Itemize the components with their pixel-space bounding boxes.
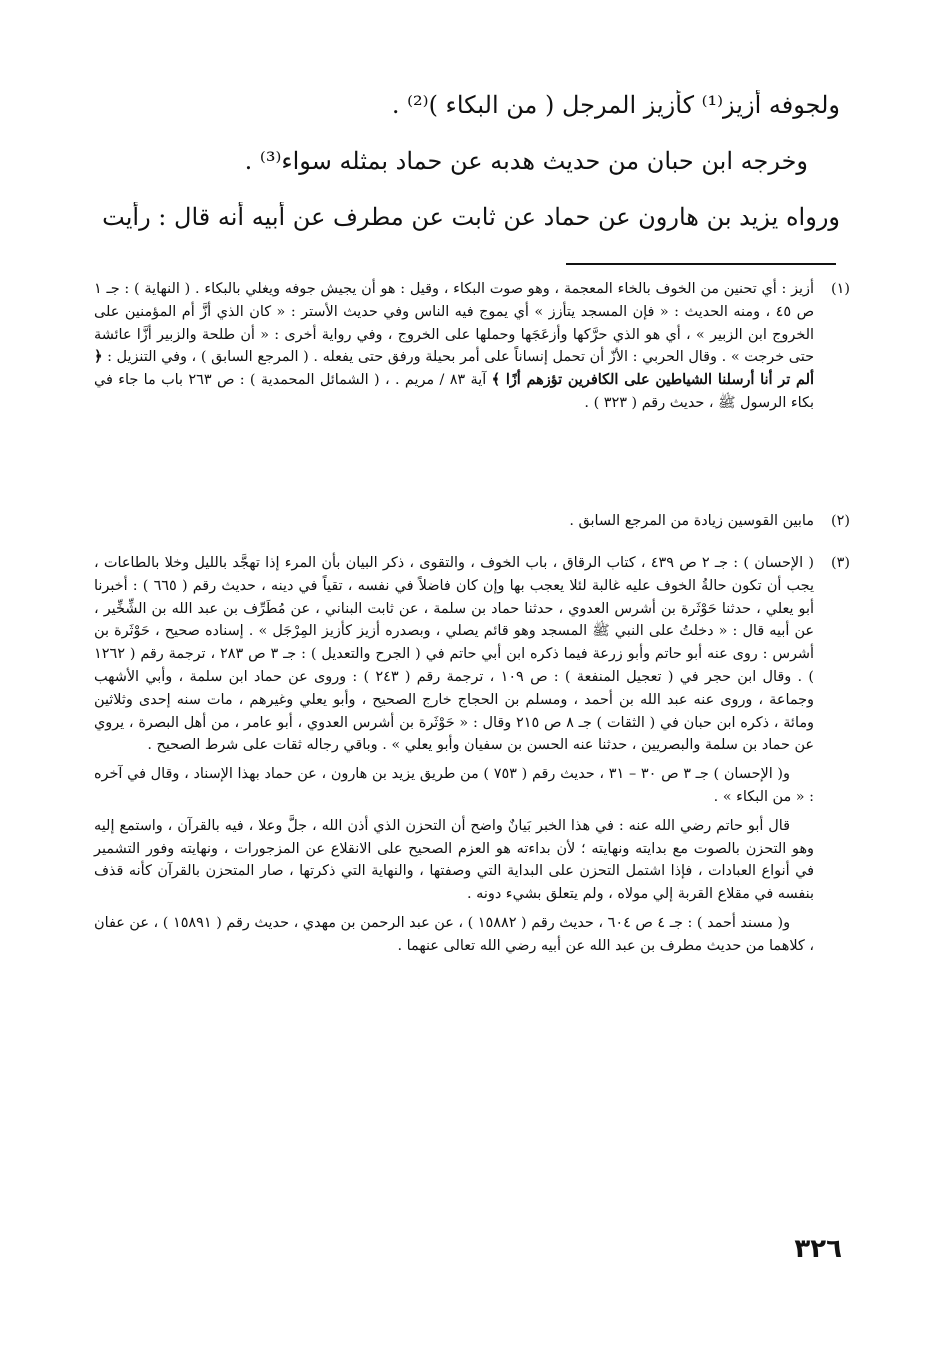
- quran-verse: ﴿ ألم تر أنا أرسلنا الشياطين على الكافرين تؤزهم أزًا ﴾: [94, 348, 814, 389]
- page-number: ٣٢٦: [794, 1234, 842, 1264]
- footnote-2: [94, 510, 850, 533]
- footnote-1: [94, 278, 850, 415]
- footnote-separator: [566, 263, 836, 265]
- footnote-paragraph: [94, 912, 814, 958]
- footnote-number: (٢): [831, 513, 850, 529]
- footnote-body: [94, 552, 814, 958]
- footnote-3: [94, 552, 850, 958]
- footnote-text: آية ٨٣ / مريم . ، ( الشمائل المحمدية ) : ص ٢٦٣ باب ما جاء في بكاء الرسول ﷺ ، حديث رقم ( ٣٢٣ ) .: [94, 372, 814, 411]
- footnote-number: (١): [831, 281, 850, 297]
- footnote-paragraph: [94, 510, 814, 533]
- footnote-paragraph: [94, 815, 814, 906]
- main-text-line: وخرجه ابن حبان من حديث هدبه عن حماد بمثله سواء⁽³⁾ .: [244, 147, 808, 175]
- footnote-text: و( مسند أحمد ) : جـ ٤ ص ٦٠٤ ، حديث رقم ( ١٥٨٨٢ ) ، عن عبد الرحمن بن مهدي ، حديث رقم ( ١٥٨٩١ ) ، عن عفان ، كلاهما من حديث مطرف بن عبد الله عن أبيه رضي الله تعالى عنهما .: [94, 914, 814, 954]
- footnote-text: ( الإحسان ) : جـ ٢ ص ٤٣٩ ، كتاب الرقاق ، باب الخوف ، والتقوى ، ذكر البيان بأن المرء إذا تهجَّد بالليل وخلا بالطاعات ، يجب أن تكون حالةُ الخوف عليه غالبة لئلا يعجب بها وإن كان فاضلاً في نفسه ، تقياً في دينه ، حديث رقم ( ٦٦٥ ) : أخبرنا أبو يعلي ، حدثنا حَوْثَرة بن أشرس العدوي ، حدثنا حماد بن سلمة ، عن ثابت البناني ، عن مُطَرِّف بن عبد الله بن الشِّخِّير ، عن أبيه قال : « دخلتُ على النبي ﷺ المسجد وهو قائم يصلي ، وبصدره أزيز كأزيز المِرْجَل » . إسناده صحيح ، حَوْثَرة بن أشرس : روى عنه أبو حاتم وأبو زرعة فيما ذكره ابن أبي حاتم في ( الجرح والتعديل ) : جـ ٣ ص ٢٨٣ ، ترجمة رقم ( ١٢٦٢ ) . وقال ابن حجر في ( تعجيل المنفعة ) : ص ١٠٩ ، ترجمة رقم ( ٢٤٣ ) : وروى عن حماد ابن سلمة ، وأبي الأشهب وجماعة ، وروى عنه عبد الله بن أحمد ، ومسلم بن الحجاج خارج الصحيح ، وأبو يعلي وغيرهم ، مات سنه إحدى وثلاثين ومائة ، ذكره ابن حبان في ( الثقات ) جـ ٨ ص ٢١٥ وقال : « حَوْثَرة بن أشرس العدوي ، أبو عامر ، من أهل البصرة ، يروي عن حماد بن سلمة والبصريين ، حدثنا عنه الحسن بن سفيان وأبو يعلي » . وباقي رجاله ثقات على شرط الصحيح .: [94, 555, 815, 754]
- footnote-text: و( الإحسان ) جـ ٣ ص ٣٠ – ٣١ ، حديث رقم ( ٧٥٣ ) من طريق يزيد بن هارون ، عن حماد بهذا الإسناد ، وقال في آخره : « من البكاء » .: [94, 766, 814, 805]
- footnote-body: [94, 510, 814, 533]
- footnote-number: (٣): [831, 555, 850, 571]
- footnote-body: [94, 278, 814, 415]
- footnote-paragraph: [94, 763, 814, 809]
- footnote-text: مابين القوسين زيادة من المرجع السابق .: [569, 513, 814, 529]
- footnote-paragraph: [94, 552, 814, 757]
- footnote-text: قال أبو حاتم رضي الله عنه : في هذا الخبر بَيانٌ واضح أن التحزن الذي أذن الله ، جلَّ وعلا ، فيه بالقرآن ، واستمع إليه وهو التحزن بالصوت مع بدايته ونهايته ؛ لأن بداءته هو العزم الصحيح على الانقلاع عن المزجورات ، ونهايته وفور التشمير في أنواع العبادات ، فإذا اشتمل التحزن على البداية التي وصفتها ، والنهاية التي ذكرتها ، صار المتحزن بالقرآن كأنه قذف بنفسه في مقلاع القربة إلي مولاه ، ولم يتعلق بشيء دونه .: [94, 817, 814, 903]
- main-text-line: ورواه يزيد بن هارون عن حماد عن ثابت عن مطرف عن أبيه أنه قال : رأيت: [102, 203, 840, 231]
- main-text-line: ولجوفه أزيز⁽¹⁾ كأزيز المرجل ( من البكاء )⁽²⁾ .: [391, 91, 840, 119]
- footnote-paragraph: [94, 278, 814, 415]
- footnote-text: أزيز : أي تحنين من الخوف بالخاء المعجمة ، وهو صوت البكاء ، وقيل : هو أن يجيش جوفه ويغلي بالبكاء . ( النهاية ) : جـ ١ ص ٤٥ ، ومنه الحديث : « فإن المسجد يتأزز » أي يموج فيه الناس وفي حديث الأستر : « كان الذي أزَّ أم المؤمنين على الخروج ابن الزبير » ، أي هو الذي حرَّكها وأزعَجَها وحملها على الخروج ، وفي رواية أخرى : « أن طلحة والزبير أزَّا عائشة حتى خرجت » . وقال الحربي : الأزّ أن تحمل إنساناً على أمر بحيلة ورفق حتى يفعله . ( المرجع السابق ) ، وفي التنزيل :: [94, 281, 814, 366]
